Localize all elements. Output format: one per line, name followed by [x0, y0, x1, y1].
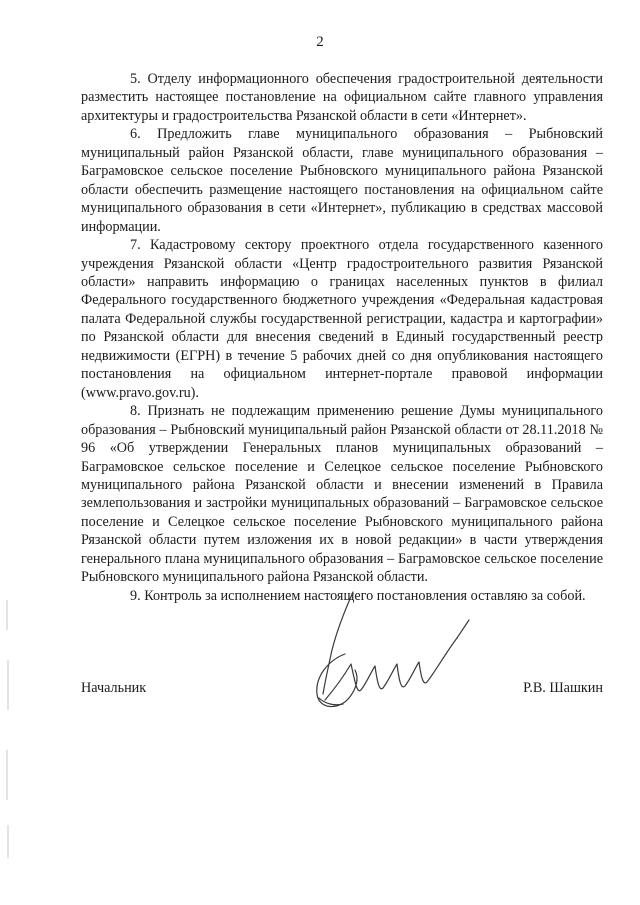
paragraph-7: 7. Кадастровому сектору проектного отдела государственного казенного учреждения Рязанской области «Центр градостроительного развития Рязанской области» направить информацию о границах населенных пунктов в филиал Федерального государственного бюджетного учреждения «Федеральная кадастровая палата Федеральной службы государственной регистрации, кадастра и картографии» по Рязанской области для внесения сведений в Единый государственный реестр недвижимости (ЕГРН) в течение 5 рабочих дней со дня опубликования настоящего постановления на официальном интернет-портале правовой информации (www.pravo.gov.ru). — [81, 237, 603, 401]
scan-margin-marks — [6, 600, 10, 860]
paragraph-6: 6. Предложить главе муниципального образования – Рыбновский муниципальный район Рязанской области, главе муниципального образования – Баграмовское сельское поселение Рыбновского муниципального района Рязанской области обеспечить размещение настоящего постановления на официальном сайте муниципального образования в сети «Интернет», публикацию в средствах массовой информации. — [81, 126, 603, 235]
signer-name: Р.В. Шашкин — [523, 680, 603, 696]
paragraph-8: 8. Признать не подлежащим применению решение Думы муниципального образования – Рыбновский муниципальный район Рязанской области от 28.11.2018 № 96 «Об утверждении Генеральных планов муниципальных образований – Баграмовское сельское поселение и Селецкое сельское поселение Рыбновского муниципального района Рязанской области и внесении изменений в Правила землепользования и застройки муниципальных образований – Баграмовское сельское поселение и Селецкое сельское поселение Рыбновского муниципального района Рязанской области путем изложения их в новой редакции» в части утверждения генерального плана муниципального образования – Баграмовское сельское поселение Рыбновского муниципального района Рязанской области. — [81, 403, 603, 586]
paragraph-9: 9. Контроль за исполнением настоящего постановления оставляю за собой. — [130, 587, 586, 604]
signer-title: Начальник — [81, 680, 147, 696]
signature-block — [81, 680, 603, 704]
paragraph-5: 5. Отделу информационного обеспечения градостроительной деятельности разместить настоящее постановление на официальном сайте главного управления архитектуры и градостроительства Рязанской области в сети «Интернет». — [81, 71, 603, 124]
page-number: 2 — [316, 34, 324, 50]
document-body — [81, 70, 603, 605]
